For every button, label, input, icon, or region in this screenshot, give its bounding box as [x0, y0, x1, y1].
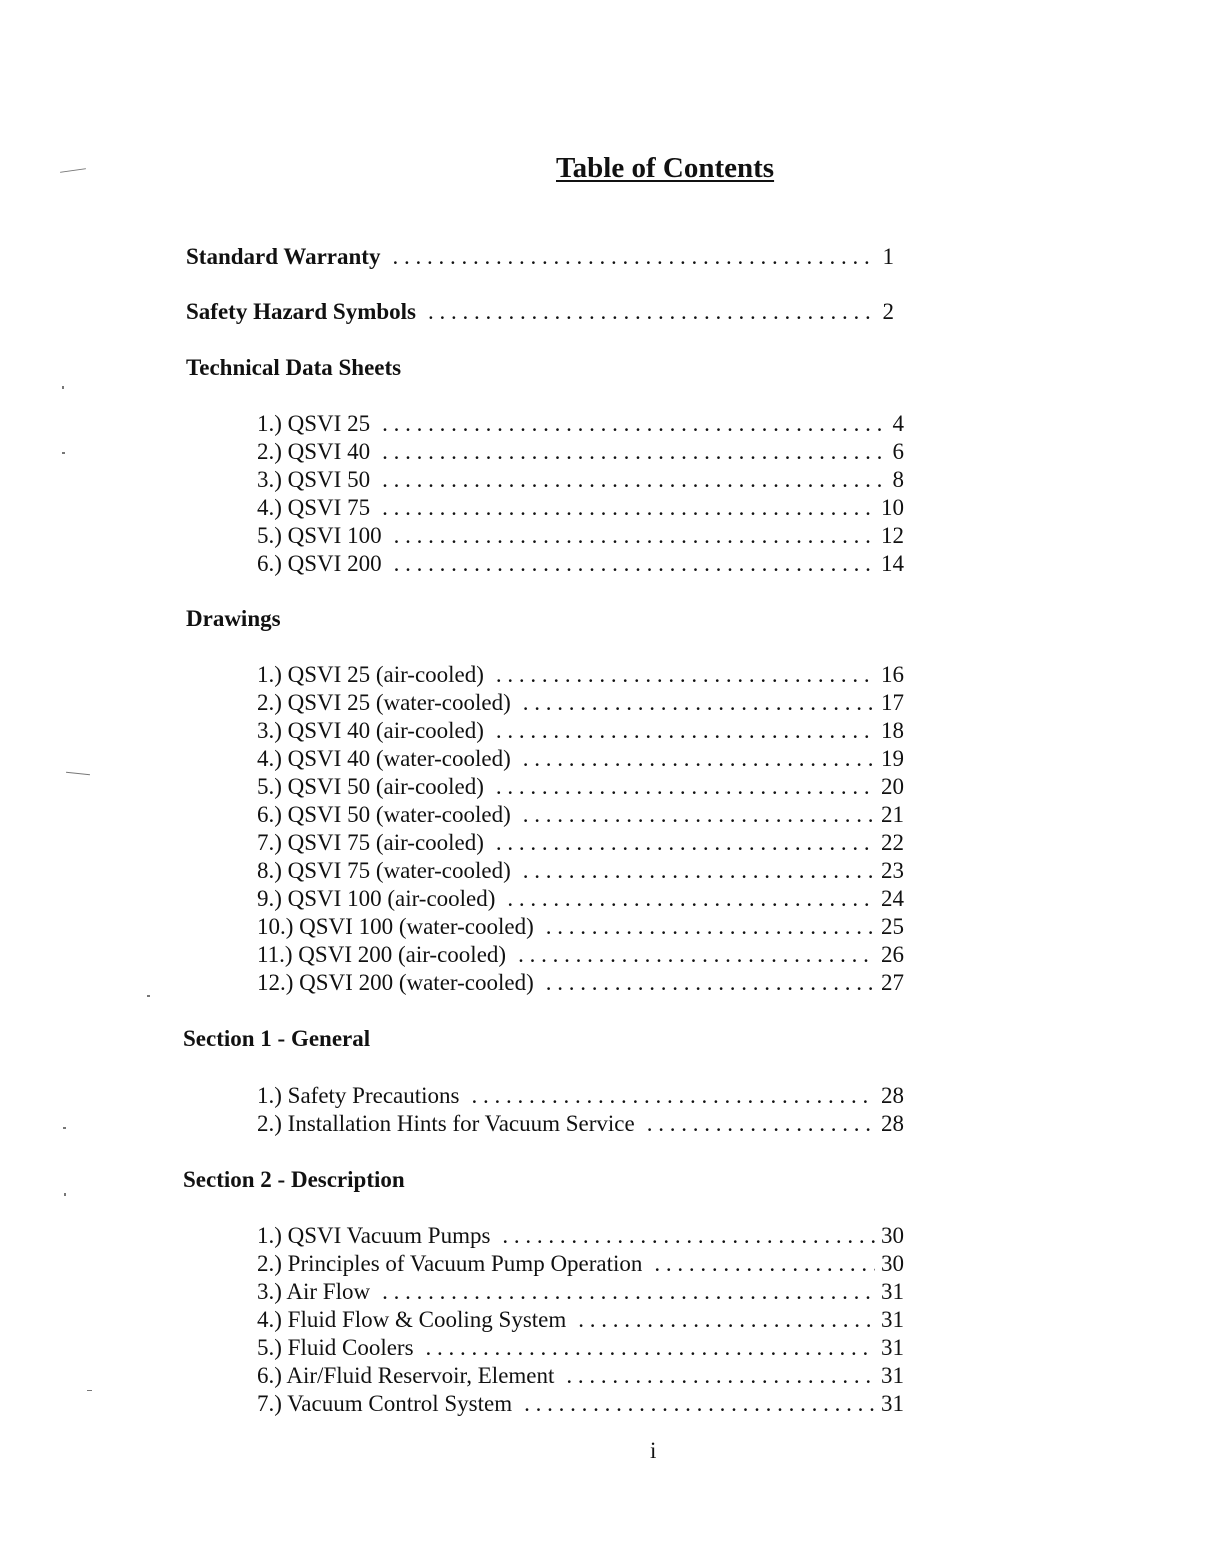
- toc-entry[interactable]: [257, 1251, 904, 1279]
- toc-entry-page: 23: [881, 858, 904, 883]
- toc-entry[interactable]: [257, 1279, 904, 1307]
- toc-entry-label: 2.) QSVI 25 (water-cooled): [257, 690, 511, 715]
- dot-leader: [471, 1083, 875, 1109]
- toc-entry-page: 12: [881, 523, 904, 548]
- toc-entry-label: 10.) QSVI 100 (water-cooled): [257, 914, 534, 939]
- dot-leader: [382, 1279, 875, 1305]
- toc-entry-label: 4.) QSVI 40 (water-cooled): [257, 746, 511, 771]
- dot-leader: [394, 523, 875, 549]
- toc-entry-page: 31: [881, 1307, 904, 1332]
- toc-entry-page: 28: [881, 1083, 904, 1108]
- toc-entry-label: 11.) QSVI 200 (air-cooled): [257, 942, 507, 967]
- dot-leader: [496, 662, 875, 688]
- dot-leader: [392, 244, 876, 270]
- toc-entry[interactable]: [257, 551, 904, 579]
- dot-leader: [523, 690, 875, 716]
- toc-entry-label: Standard Warranty: [186, 244, 381, 269]
- toc-entry-page: 19: [881, 746, 904, 771]
- toc-entry[interactable]: [257, 774, 904, 802]
- toc-entry-page: 21: [881, 802, 904, 827]
- dot-leader: [496, 774, 875, 800]
- toc-entry-label: Safety Hazard Symbols: [186, 299, 416, 324]
- toc-entry-page: 28: [881, 1111, 904, 1136]
- page-title: Table of Contents: [556, 152, 775, 184]
- section-heading-section-2-description: Section 2 - Description: [183, 1167, 405, 1192]
- toc-entry-page: 10: [881, 495, 904, 520]
- toc-entry[interactable]: [257, 970, 904, 998]
- dot-leader: [382, 439, 886, 465]
- dot-leader: [502, 1223, 875, 1249]
- dot-leader: [523, 746, 875, 772]
- dot-leader: [382, 411, 886, 437]
- toc-entry-page: 27: [881, 970, 904, 995]
- toc-entry-page: 31: [881, 1279, 904, 1304]
- toc-entry[interactable]: [257, 1083, 904, 1111]
- toc-entry-label: 4.) Fluid Flow & Cooling System: [257, 1307, 567, 1332]
- dot-leader: [507, 886, 875, 912]
- section-heading-drawings: Drawings: [186, 606, 281, 631]
- dot-leader: [496, 830, 875, 856]
- toc-entry-page: 6: [892, 439, 904, 464]
- toc-entry[interactable]: [257, 1111, 904, 1139]
- dot-leader: [428, 299, 877, 325]
- toc-entry-safety-hazard-symbols[interactable]: [186, 299, 894, 327]
- section-heading-section-1-general: Section 1 - General: [183, 1026, 371, 1051]
- toc-entry[interactable]: [257, 802, 904, 830]
- toc-entry-label: 12.) QSVI 200 (water-cooled): [257, 970, 534, 995]
- scan-artifact: [63, 1127, 66, 1129]
- toc-entry[interactable]: [257, 1223, 904, 1251]
- dot-leader: [546, 914, 875, 940]
- toc-entry-page: 31: [881, 1363, 904, 1388]
- toc-entry-standard-warranty[interactable]: [186, 244, 894, 272]
- toc-entry[interactable]: [257, 718, 904, 746]
- toc-entry-label: 2.) Installation Hints for Vacuum Service: [257, 1111, 635, 1136]
- toc-entry-page: 20: [881, 774, 904, 799]
- dot-leader: [382, 495, 875, 521]
- dot-leader: [496, 718, 875, 744]
- toc-entry-page: 17: [881, 690, 904, 715]
- toc-entry-label: 3.) QSVI 40 (air-cooled): [257, 718, 484, 743]
- toc-entry[interactable]: [257, 1363, 904, 1391]
- toc-entry-page: 26: [881, 942, 904, 967]
- toc-entry-label: 6.) QSVI 50 (water-cooled): [257, 802, 511, 827]
- toc-entry[interactable]: [257, 942, 904, 970]
- toc-entry-label: 5.) QSVI 100: [257, 523, 382, 548]
- scan-artifact: [66, 772, 90, 776]
- toc-entry-page: 8: [892, 467, 904, 492]
- toc-entry-page: 31: [881, 1391, 904, 1416]
- toc-entry[interactable]: [257, 886, 904, 914]
- toc-entry-page: 30: [881, 1223, 904, 1248]
- scan-artifact: [147, 995, 150, 997]
- toc-entry-label: 2.) Principles of Vacuum Pump Operation: [257, 1251, 643, 1276]
- toc-entry[interactable]: [257, 830, 904, 858]
- toc-entry-label: 3.) Air Flow: [257, 1279, 371, 1304]
- scan-artifact: [64, 1193, 66, 1196]
- toc-entry-label: 7.) QSVI 75 (air-cooled): [257, 830, 484, 855]
- toc-entry-page: 4: [892, 411, 904, 436]
- toc-entry[interactable]: [257, 662, 904, 690]
- toc-entry[interactable]: [257, 746, 904, 774]
- toc-entry-page: 14: [881, 551, 904, 576]
- toc-entry-label: 1.) QSVI Vacuum Pumps: [257, 1223, 491, 1248]
- toc-entry[interactable]: [257, 495, 904, 523]
- toc-entry-label: 6.) Air/Fluid Reservoir, Element: [257, 1363, 555, 1388]
- toc-entry-page: 2: [882, 299, 894, 324]
- toc-entry-page: 31: [881, 1335, 904, 1360]
- dot-leader: [382, 467, 886, 493]
- toc-entry[interactable]: [257, 1335, 904, 1363]
- dot-leader: [546, 970, 875, 996]
- toc-entry-label: 3.) QSVI 50: [257, 467, 371, 492]
- dot-leader: [426, 1335, 875, 1361]
- toc-entry-page: 1: [882, 244, 894, 269]
- toc-entry-label: 1.) QSVI 25 (air-cooled): [257, 662, 484, 687]
- toc-entry-label: 8.) QSVI 75 (water-cooled): [257, 858, 511, 883]
- scan-artifact: [60, 168, 86, 173]
- toc-entry-page: 16: [881, 662, 904, 687]
- toc-entry-label: 1.) Safety Precautions: [257, 1083, 460, 1108]
- toc-entry-label: 6.) QSVI 200: [257, 551, 382, 576]
- toc-entry-page: 18: [881, 718, 904, 743]
- toc-entry[interactable]: [257, 411, 904, 439]
- scan-artifact: [62, 452, 65, 454]
- dot-leader: [524, 1391, 875, 1417]
- dot-leader: [523, 858, 875, 884]
- toc-entry-page: 30: [881, 1251, 904, 1276]
- toc-entry-label: 2.) QSVI 40: [257, 439, 371, 464]
- toc-entry-label: 5.) Fluid Coolers: [257, 1335, 414, 1360]
- section-heading-technical-data-sheets: Technical Data Sheets: [186, 355, 402, 380]
- page-number-footer: i: [650, 1438, 657, 1463]
- dot-leader: [518, 942, 875, 968]
- toc-entry[interactable]: [257, 1391, 904, 1419]
- dot-leader: [566, 1363, 875, 1389]
- scan-artifact: [62, 386, 64, 389]
- dot-leader: [394, 551, 875, 577]
- dot-leader: [647, 1111, 875, 1137]
- toc-entry[interactable]: [257, 523, 904, 551]
- toc-entry-label: 5.) QSVI 50 (air-cooled): [257, 774, 484, 799]
- toc-entry-label: 4.) QSVI 75: [257, 495, 371, 520]
- toc-entry[interactable]: [257, 914, 904, 942]
- toc-entry-label: 9.) QSVI 100 (air-cooled): [257, 886, 496, 911]
- toc-entry[interactable]: [257, 439, 904, 467]
- scan-artifact: [87, 1390, 92, 1391]
- toc-entry[interactable]: [257, 858, 904, 886]
- toc-entry[interactable]: [257, 1307, 904, 1335]
- dot-leader: [523, 802, 875, 828]
- toc-entry-page: 25: [881, 914, 904, 939]
- toc-entry-page: 24: [881, 886, 904, 911]
- toc-entry[interactable]: [257, 690, 904, 718]
- toc-entry-page: 22: [881, 830, 904, 855]
- toc-entry-label: 1.) QSVI 25: [257, 411, 371, 436]
- toc-entry[interactable]: [257, 467, 904, 495]
- toc-entry-label: 7.) Vacuum Control System: [257, 1391, 513, 1416]
- dot-leader: [578, 1307, 875, 1333]
- dot-leader: [654, 1251, 875, 1277]
